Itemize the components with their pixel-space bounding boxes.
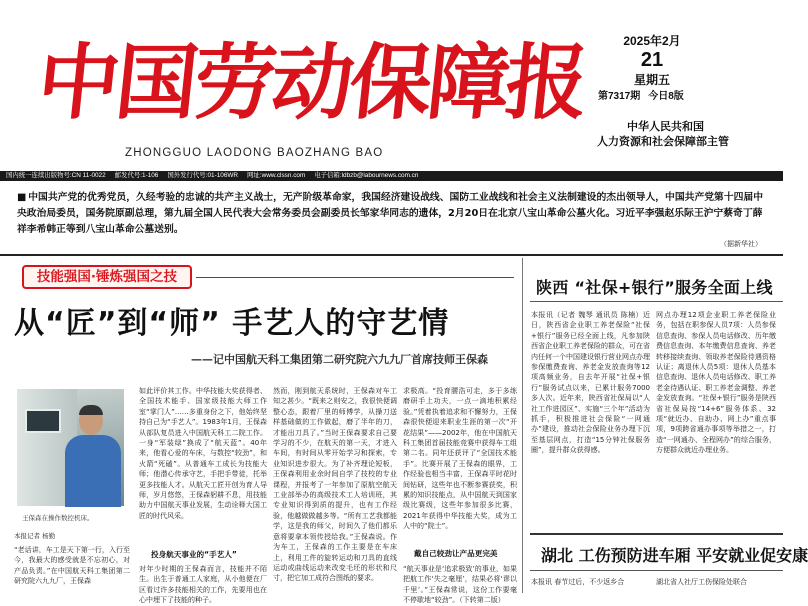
right-rule-2 [530,533,783,535]
domestic-code: 国内统一连续出版物号:CN 11-0022 [6,172,106,179]
lead-news [17,190,769,238]
main-subhead: ——记中国航天科工集团第二研究院六九九厂首席技师王保森 [191,353,488,366]
right-headline-1[interactable]: 陕西 “社保+银行”服务全面上线 [536,278,773,297]
worker-photo [17,389,124,506]
reporter-byline: 本报记者 杨勤 [14,532,56,540]
main-col1-tail: 对年少时期的王保森而言，技能并不陌生。出生于普通工人家庭，从小他便在厂区看过许多技能相关的工作，先要用也在心中埋下了技能的种子。 [139,565,267,605]
newspaper-logo: 中国劳动保障报 [32,35,590,131]
masthead [0,0,783,170]
page-count: 今日8版 [648,91,684,102]
date-year-month: 2025年2月 [623,34,681,48]
newspaper-pinyin: ZHONGGUO LAODONG BAOZHANG BAO [125,147,384,159]
section-divider [0,254,783,256]
publisher-line1: 中华人民共和国 [627,121,704,133]
machine-panel-shape [25,409,61,433]
main-col3-subtitle: 戴自己较劲让产品更完美 [414,549,498,558]
right-story2-col2: 湖北省人社厅工伤保险处联合 [656,578,747,586]
column-divider [522,258,523,593]
date-day: 21 [640,49,664,71]
banner-rule [196,277,514,278]
section-banner: 技能强国·锤炼强国之技 [22,265,192,289]
date-block [597,32,707,88]
right-story1-col2: 网点办理12项企业职工养老保险业务，包括在职参保人员7项：人员参保信息查询、参保人员电话修改、历年缴费信息查询、本年缴费信息查询、养老转移接续查询、领取养老保险待遇资格认证；离退休人员5项：退休人员基本信息查询、退休人员电话修改、职工养老金待遇认证、职工养老金调整、养老金发放查询。“社保+银行”服务是陕西省社保局按“14+6”服务体系、32项“就近办、自助办、网上办”重点事项，9项跨省通办事项等举措之一，打造“一网通办、全程网办”的综合服务，方便群众就近办理业务。 [656,311,776,455]
main-col1-subtitle: 投身航天事业的“手艺人” [151,550,237,559]
issue-info [598,87,692,102]
info-bar [0,171,783,181]
lead-news-text: 中国共产党的优秀党员，久经考验的忠诚的共产主义战士，无产阶级革命家，我国经济建设战线、国防工业战线和社会主义法制建设的杰出领导人，中国共产党第十四届中央政治局委员，国务院原副总理，第九届全国人民代表大会常务委员会副委员长邹家华同志的遗体，2月20日在北京八宝山革命公墓火化。习近平李强赵乐际王沪宁蔡奇丁薛祥李希韩正等到八宝山革命公墓送别。 [17,192,764,235]
main-col3: 求极高。“投育腰浩可走，多于多练磨研手上功夫，一点一滴地积累经验。”凭着执着追求和不懈努力，王保森很快便迎来职业生涯的第一次“开花结果”——2002年，他在中国航天科工集团首届技能竞赛中获得车工组第二名。同年还获评了“全国技术能手”。比赛开展了王保森的眼界，工作经验也相当丰富，王保森平时花时间钻研，这些年也不断参赛获奖，积累的知识技能点，从中国航天到国家级比赛级，这些年参加很多比赛，2021年获得中华技能大奖，成为工人中的“院士”。 [403,387,517,531]
main-col1: 如此评价其工作。中华技能大奖获得者、全国技术能手、国家级技能大师工作室“掌门人”……多重身份之下，他始终坚持自己为“手艺人”。1983年1月，王保森从部队复员进入中国航天科工二院工作。一身“军装绿”换成了“航天蓝”。40年来，他看心爱的车床，与数控“较劲”，和火箭“死磕”。从普通车工成长为技能大师；他潜心传承守艺，手把手带徒，托举更多技能人才。从航天工匠开创为育人导师，岁月悠悠，王保森躬耕不息，用技能助力中国航天事业发展，生动诠释大国工匠的时代风采。 [139,387,267,520]
foreign-code: 国外发行代号:01-106WR [167,172,239,179]
photo-caption: 王保森在操作数控机床。 [22,514,94,522]
right-rule-1 [530,301,783,302]
person-hair-shape [79,405,103,415]
main-col3-tail: “航天事业是‘追求极致’的事业，如果把航工作‘失之毫厘’，结果必将‘谬以千里’。”王保森常说，这份工作要毫不停歇地“较劲”。（下转第二版） [403,565,517,605]
square-bullet-icon: ■ [17,192,27,203]
issue-number: 第7317期 [598,91,641,102]
right-headline-2[interactable]: 湖北 工伤预防进车厢 平安就业促安康 [541,546,808,565]
person-body-shape [65,435,121,507]
main-headline[interactable]: 从“匠”到“师” 手艺人的守艺情 [14,306,450,341]
publisher-info [597,120,783,150]
main-col2: 然而，刚到航天系统时，王保森对车工知之甚少。“既来之则安之，我很快便调整心态，跟着厂里的师傅学，从操刀送样基础做的工作做起，磨了半年的刀，才能出刀具了。”当时王保森要求自己要学习的不少，在航天的第一天，才进入车间，有时间从零开始学习和探索，专业知识进步很大。为了补齐理论短板，王保森利用业余时间自学了技校的专业课程，并报考了一年参加了原航空航天工业部举办的高级技术工人培训班，其专业知识得到质的提升，也有工作经验，他越做做越多等。“所有工艺我都能学，这是我的师父，时间久了他们都乐意将要拿本领传授给我。”王保森说。作为车工，王保森的工作主要是在车床上，利用工件的旋转运动和刀具的直线运动或曲线运动来改变毛坯的形状和尺寸，把它加工成符合图纸的要求。 [273,387,397,583]
postal-code: 邮发代号:1-106 [114,172,159,179]
main-col1-lead: “老话讲，车工是天下第一行，入行至今，我最大的感受就是不忘初心，对产品负责。”在中国航天科工集团第二研究院六九九厂，王保森 [14,546,130,586]
weekday: 星期五 [633,73,670,87]
right-story2-col1: 本报讯 春节过后，不少返乡合 [531,578,625,586]
website[interactable]: 网址:www.clssn.com [247,172,306,179]
email[interactable]: 电子信箱:ldbzb@labournews.com.cn [314,172,419,179]
right-rule-3 [530,570,783,571]
lead-news-source: （据新华社） [720,240,762,248]
publisher-line2: 人力资源和社会保障部主管 [597,136,729,148]
right-story1-col1: 本报讯（记者 魏琴 通讯员 陈楠）近日，陕西省企业职工养老保险“社保+银行”服务已经全面上线，凡参加陕西省企业职工养老保险的群众，可在省内任何一个中国建设银行营业网点办理参保缴费查询、养老金发放查询等12项高频业务，自去年开展“社保+银行”服务试点以来，已累计服务7000多人次。近年来，陕西省社保局以“人社工作进园区”、实施“三个年”活动为抓手，积极推进社会保险“一网通办”建设，推动社会保险业务办理下沉至基层网点，打造“15分钟社保服务圈”，提升群众获得感。 [531,311,650,455]
